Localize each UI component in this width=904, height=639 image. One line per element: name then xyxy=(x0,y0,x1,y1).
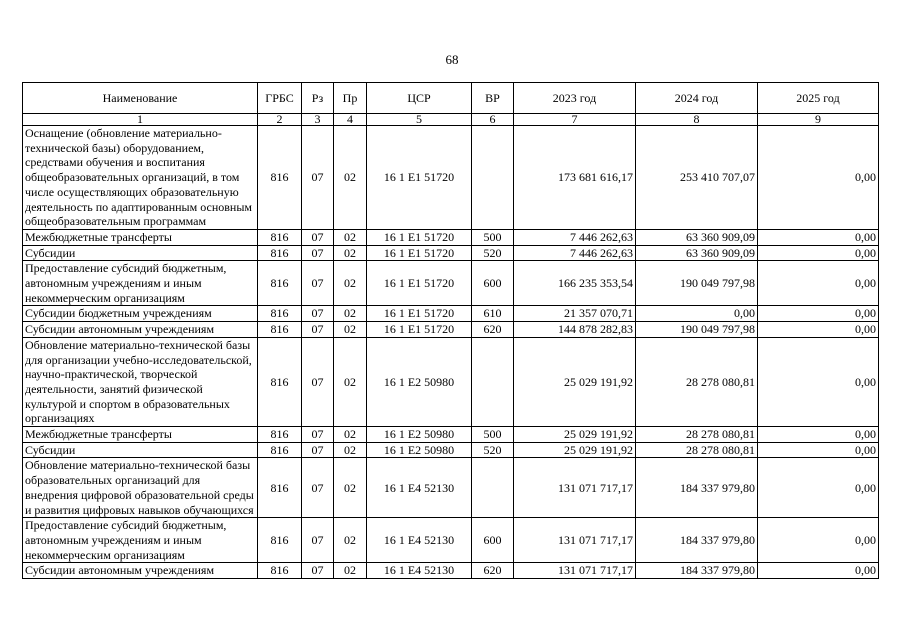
cell-2025: 0,00 xyxy=(758,322,879,338)
cell-2024: 253 410 707,07 xyxy=(636,126,758,230)
cell-pr: 02 xyxy=(334,337,367,426)
header-2024: 2024 год xyxy=(636,83,758,114)
cell-name: Межбюджетные трансферты xyxy=(23,427,258,443)
cell-csr: 16 1 E1 51720 xyxy=(367,245,472,261)
cell-vr: 620 xyxy=(472,563,514,579)
cell-pr: 02 xyxy=(334,261,367,306)
table-row xyxy=(23,229,879,245)
cell-2023: 25 029 191,92 xyxy=(514,427,636,443)
table-row xyxy=(23,518,879,563)
header-grbs: ГРБС xyxy=(258,83,302,114)
cell-vr: 610 xyxy=(472,306,514,322)
column-number: 2 xyxy=(258,114,302,126)
cell-name: Обновление материально-технической базы образовательных организаций для внедрения цифровой образовательной среды и развития цифровых навыков обучающихся xyxy=(23,458,258,518)
cell-2024: 184 337 979,80 xyxy=(636,563,758,579)
cell-2025: 0,00 xyxy=(758,229,879,245)
cell-rz: 07 xyxy=(302,261,334,306)
cell-grbs: 816 xyxy=(258,126,302,230)
table-row xyxy=(23,245,879,261)
table-row xyxy=(23,427,879,443)
column-number: 6 xyxy=(472,114,514,126)
table-row xyxy=(23,261,879,306)
cell-pr: 02 xyxy=(334,563,367,579)
cell-2023: 166 235 353,54 xyxy=(514,261,636,306)
table-row xyxy=(23,306,879,322)
cell-name: Субсидии бюджетным учреждениям xyxy=(23,306,258,322)
cell-2023: 21 357 070,71 xyxy=(514,306,636,322)
cell-rz: 07 xyxy=(302,229,334,245)
cell-pr: 02 xyxy=(334,458,367,518)
cell-grbs: 816 xyxy=(258,322,302,338)
column-number: 5 xyxy=(367,114,472,126)
cell-grbs: 816 xyxy=(258,261,302,306)
column-number-row xyxy=(23,114,879,126)
cell-vr: 500 xyxy=(472,229,514,245)
cell-csr: 16 1 E4 52130 xyxy=(367,518,472,563)
cell-csr: 16 1 E4 52130 xyxy=(367,458,472,518)
cell-vr: 500 xyxy=(472,427,514,443)
cell-grbs: 816 xyxy=(258,427,302,443)
cell-rz: 07 xyxy=(302,427,334,443)
cell-pr: 02 xyxy=(334,306,367,322)
cell-2025: 0,00 xyxy=(758,306,879,322)
cell-csr: 16 1 E2 50980 xyxy=(367,427,472,443)
cell-2024: 0,00 xyxy=(636,306,758,322)
cell-vr: 520 xyxy=(472,245,514,261)
cell-rz: 07 xyxy=(302,126,334,230)
cell-vr xyxy=(472,458,514,518)
cell-csr: 16 1 E2 50980 xyxy=(367,442,472,458)
cell-grbs: 816 xyxy=(258,442,302,458)
cell-2023: 131 071 717,17 xyxy=(514,458,636,518)
cell-csr: 16 1 E1 51720 xyxy=(367,306,472,322)
cell-2023: 144 878 282,83 xyxy=(514,322,636,338)
cell-pr: 02 xyxy=(334,518,367,563)
column-number: 7 xyxy=(514,114,636,126)
cell-rz: 07 xyxy=(302,442,334,458)
budget-table xyxy=(22,82,879,579)
cell-2024: 28 278 080,81 xyxy=(636,427,758,443)
cell-2024: 184 337 979,80 xyxy=(636,458,758,518)
cell-2025: 0,00 xyxy=(758,458,879,518)
cell-rz: 07 xyxy=(302,306,334,322)
column-number: 4 xyxy=(334,114,367,126)
cell-pr: 02 xyxy=(334,442,367,458)
cell-vr xyxy=(472,337,514,426)
header-csr: ЦСР xyxy=(367,83,472,114)
cell-csr: 16 1 E1 51720 xyxy=(367,229,472,245)
cell-grbs: 816 xyxy=(258,229,302,245)
cell-2024: 63 360 909,09 xyxy=(636,229,758,245)
cell-2025: 0,00 xyxy=(758,261,879,306)
cell-rz: 07 xyxy=(302,458,334,518)
cell-rz: 07 xyxy=(302,245,334,261)
cell-vr: 620 xyxy=(472,322,514,338)
cell-vr: 520 xyxy=(472,442,514,458)
cell-rz: 07 xyxy=(302,563,334,579)
header-2023: 2023 год xyxy=(514,83,636,114)
header-row xyxy=(23,83,879,114)
cell-2023: 131 071 717,17 xyxy=(514,563,636,579)
cell-2025: 0,00 xyxy=(758,518,879,563)
cell-rz: 07 xyxy=(302,518,334,563)
cell-csr: 16 1 E2 50980 xyxy=(367,337,472,426)
cell-rz: 07 xyxy=(302,322,334,338)
column-number: 1 xyxy=(23,114,258,126)
cell-name: Субсидии автономным учреждениям xyxy=(23,322,258,338)
cell-pr: 02 xyxy=(334,322,367,338)
table-row xyxy=(23,322,879,338)
table-row xyxy=(23,563,879,579)
column-number: 8 xyxy=(636,114,758,126)
cell-2024: 28 278 080,81 xyxy=(636,442,758,458)
cell-grbs: 816 xyxy=(258,337,302,426)
cell-2024: 190 049 797,98 xyxy=(636,261,758,306)
cell-vr xyxy=(472,126,514,230)
cell-grbs: 816 xyxy=(258,458,302,518)
table-row xyxy=(23,337,879,426)
cell-grbs: 816 xyxy=(258,518,302,563)
cell-2023: 131 071 717,17 xyxy=(514,518,636,563)
cell-name: Оснащение (обновление материально-технической базы) оборудованием, средствами обучения и воспитания общеобразовательных организаций, в том числе осуществляющих образовательную деятельность по адаптированным основным общеобразовательным программам xyxy=(23,126,258,230)
header-rz: Рз xyxy=(302,83,334,114)
cell-name: Предоставление субсидий бюджетным, автономным учреждениям и иным некоммерческим организациям xyxy=(23,518,258,563)
cell-2025: 0,00 xyxy=(758,563,879,579)
cell-2023: 25 029 191,92 xyxy=(514,337,636,426)
cell-2023: 7 446 262,63 xyxy=(514,229,636,245)
cell-name: Субсидии xyxy=(23,245,258,261)
table-row xyxy=(23,442,879,458)
cell-name: Обновление материально-технической базы для организации учебно-исследовательской, научно-практической, творческой деятельности, занятий физической культурой и спортом в образовательных организациях xyxy=(23,337,258,426)
column-number: 3 xyxy=(302,114,334,126)
cell-pr: 02 xyxy=(334,229,367,245)
cell-csr: 16 1 E1 51720 xyxy=(367,126,472,230)
cell-pr: 02 xyxy=(334,427,367,443)
cell-name: Предоставление субсидий бюджетным, автономным учреждениям и иным некоммерческим организациям xyxy=(23,261,258,306)
page-number: 68 xyxy=(445,52,459,67)
cell-csr: 16 1 E1 51720 xyxy=(367,261,472,306)
cell-grbs: 816 xyxy=(258,245,302,261)
cell-2023: 7 446 262,63 xyxy=(514,245,636,261)
table-row xyxy=(23,458,879,518)
cell-name: Субсидии xyxy=(23,442,258,458)
cell-2025: 0,00 xyxy=(758,427,879,443)
cell-csr: 16 1 E4 52130 xyxy=(367,563,472,579)
header-2025: 2025 год xyxy=(758,83,879,114)
cell-pr: 02 xyxy=(334,245,367,261)
header-pr: Пр xyxy=(334,83,367,114)
column-number: 9 xyxy=(758,114,879,126)
cell-rz: 07 xyxy=(302,337,334,426)
cell-grbs: 816 xyxy=(258,563,302,579)
cell-name: Субсидии автономным учреждениям xyxy=(23,563,258,579)
cell-2025: 0,00 xyxy=(758,126,879,230)
cell-vr: 600 xyxy=(472,518,514,563)
cell-pr: 02 xyxy=(334,126,367,230)
cell-vr: 600 xyxy=(472,261,514,306)
table-row xyxy=(23,126,879,230)
cell-name: Межбюджетные трансферты xyxy=(23,229,258,245)
cell-2025: 0,00 xyxy=(758,337,879,426)
cell-2024: 28 278 080,81 xyxy=(636,337,758,426)
cell-2024: 184 337 979,80 xyxy=(636,518,758,563)
cell-2025: 0,00 xyxy=(758,245,879,261)
cell-2023: 173 681 616,17 xyxy=(514,126,636,230)
cell-csr: 16 1 E1 51720 xyxy=(367,322,472,338)
cell-grbs: 816 xyxy=(258,306,302,322)
cell-2023: 25 029 191,92 xyxy=(514,442,636,458)
cell-2024: 190 049 797,98 xyxy=(636,322,758,338)
header-vr: ВР xyxy=(472,83,514,114)
header-name: Наименование xyxy=(23,83,258,114)
cell-2025: 0,00 xyxy=(758,442,879,458)
cell-2024: 63 360 909,09 xyxy=(636,245,758,261)
